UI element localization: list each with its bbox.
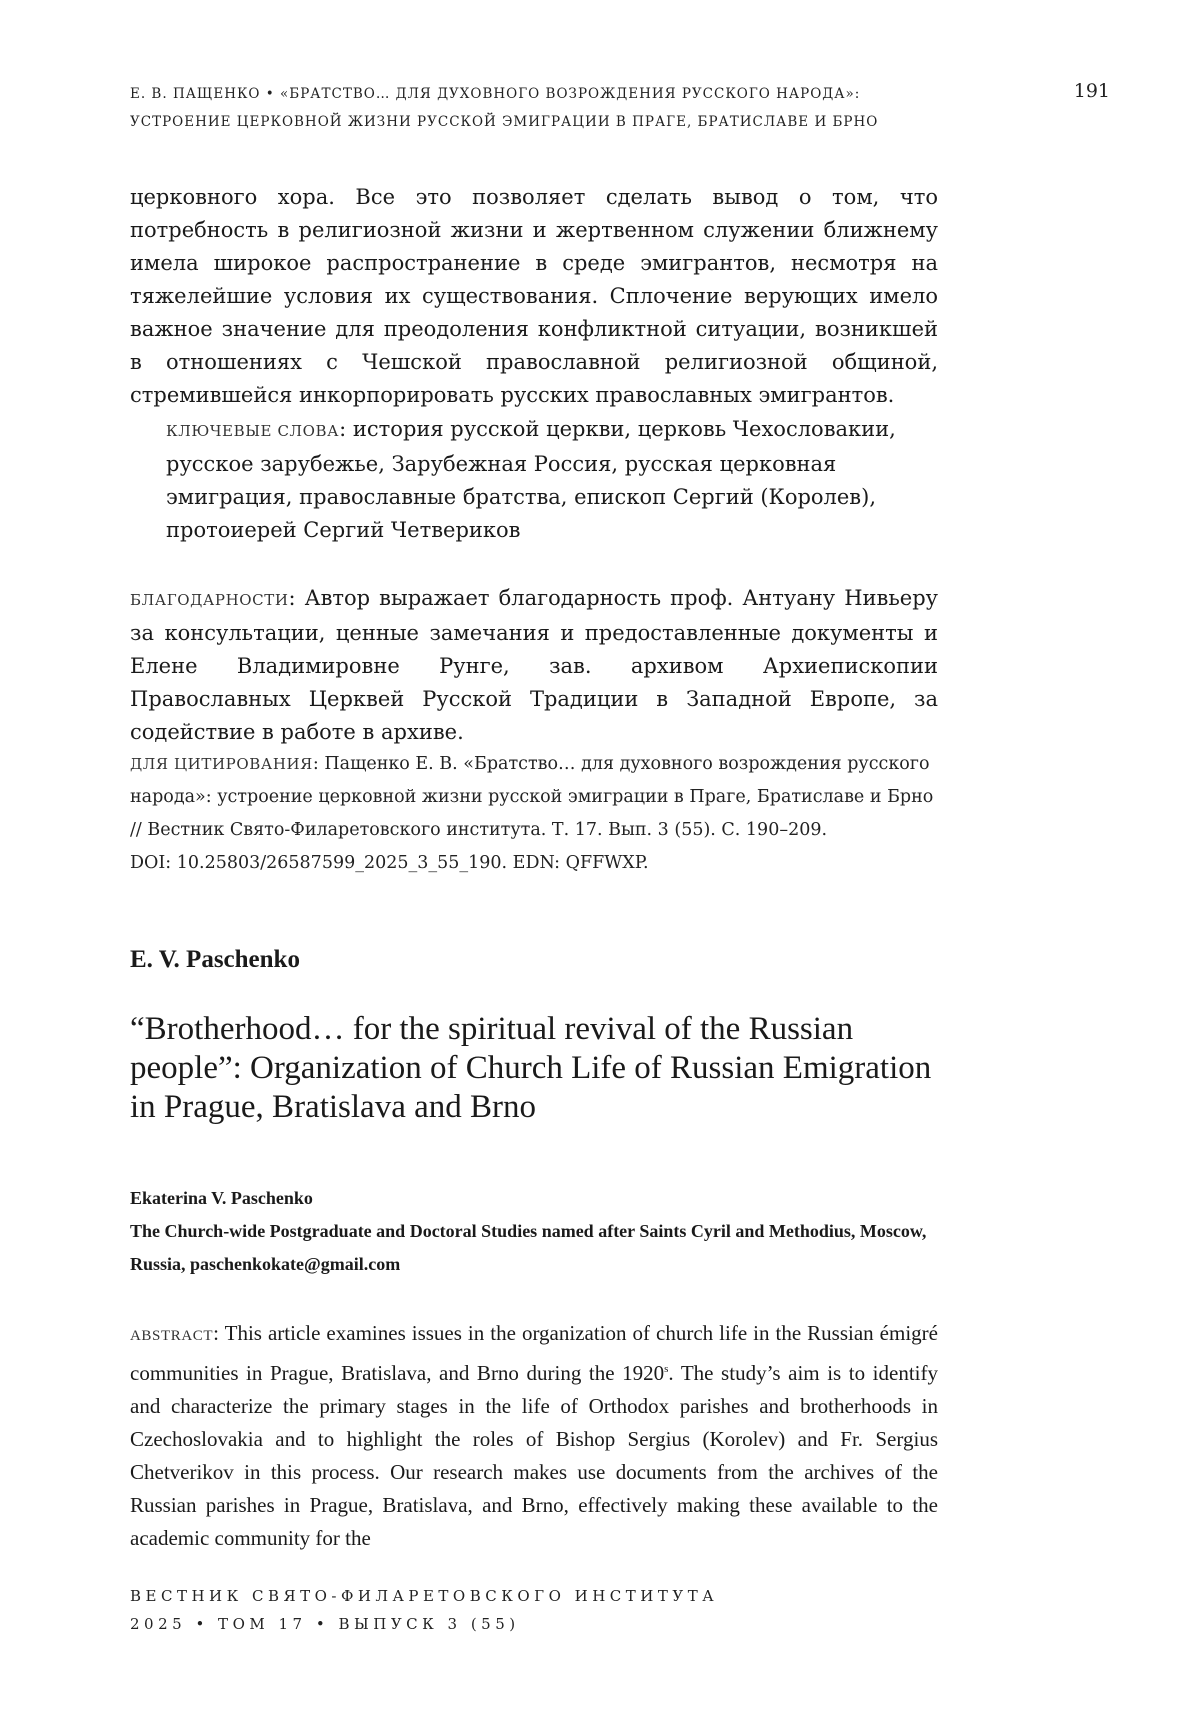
citation-text: Пащенко Е. В. «Братство… для духовного возрождения русского народа»: устроение церковной жизни русской эмиграции в Праге, Братиславе и Брно // Вестник Свято-Филаретовского института. Т. 17. Вып. 3 (55). С. 190–209.: [130, 754, 934, 840]
citation-doi: DOI: 10.25803/26587599_2025_3_55_190. EDN: QFFWXP.: [130, 853, 649, 873]
english-title: “Brotherhood… for the spiritual revival of the Russian people”: Organization of Church Life of Russian Emigration in Prague, Bratislava and Brno: [130, 1011, 932, 1125]
abstract-label: ABSTRACT: [130, 1328, 214, 1344]
english-affiliation: The Church-wide Postgraduate and Doctoral Studies named after Saints Cyril and Methodius, Moscow, Russia, paschenkokate@gmail.com: [130, 1221, 927, 1274]
english-author-short: E. V. Paschenko: [130, 946, 300, 973]
running-header-line-2: УСТРОЕНИЕ ЦЕРКОВНОЙ ЖИЗНИ РУССКОЙ ЭМИГРАЦИИ В ПРАГЕ, БРАТИСЛАВЕ И БРНО: [130, 114, 879, 130]
page-number: 191: [1073, 80, 1110, 102]
citation: ДЛЯ ЦИТИРОВАНИЯ: Пащенко Е. В. «Братство… для духовного возрождения русского народа»: устроение церковной жизни русской эмиграции в Праге, Братиславе и Брно // Вестник Свято-Филаретовского института. Т. 17. Вып. 3 (55). С. 190–209. DOI: 10.25803/26587599_2025_3_55_190. EDN: QFFWXP.: [130, 748, 938, 880]
keywords-label: КЛЮЧЕВЫЕ СЛОВА: [166, 422, 340, 440]
keywords-text: история русской церкви, церковь Чехословакии, русское зарубежье, Зарубежная Россия, русская церковная эмиграция, православные братства, епископ Сергий (Королев), протоиерей Сергий Четвериков: [166, 417, 896, 542]
journal-footer-line-2: 2025 • ТОМ 17 • ВЫПУСК 3 (55): [130, 1615, 520, 1633]
journal-footer-line-1: ВЕСТНИК СВЯТО-ФИЛАРЕТОВСКОГО ИНСТИТУТА: [130, 1587, 719, 1605]
english-author-full: Ekaterina V. Paschenko: [130, 1188, 313, 1208]
acknowledgements-text: Автор выражает благодарность проф. Антуану Нивьеру за консультации, ценные замечания и предоставленные документы и Елене Владимировне Рунге, зав. архивом Архиепископии Православных Церквей Русской Традиции в Западной Европе, за содействие в работе в архиве.: [130, 586, 938, 744]
running-header: [130, 80, 878, 136]
russian-abstract-end: церковного хора. Все это позволяет сделать вывод о том, что потребность в религиозной жизни и жертвенном служении ближнему имела широкое распространение в среде эмигрантов, несмотря на тяжелейшие условия их существования. Сплочение верующих имело важное значение для преодоления конфликтной ситуации, возникшей в отношениях с Чешской православной религиозной общиной, стремившейся инкорпорировать русских православных эмигрантов.: [130, 185, 938, 407]
keywords: КЛЮЧЕВЫЕ СЛОВА: история русской церкви, церковь Чехословакии, русское зарубежье, Зарубежная Россия, русская церковная эмиграция, православные братства, епископ Сергий (Королев), протоиерей Сергий Четвериков: [166, 417, 896, 542]
english-abstract-sup: s: [664, 1363, 669, 1375]
citation-label: ДЛЯ ЦИТИРОВАНИЯ: [130, 755, 313, 773]
author-block: [130, 1182, 938, 1281]
acknowledgements: БЛАГОДАРНОСТИ: Автор выражает благодарность проф. Антуану Нивьеру за консультации, ценные замечания и предоставленные документы и Елене Владимировне Рунге, зав. архивом Архиепископии Православных Церквей Русской Традиции в Западной Европе, за содействие в работе в архиве.: [130, 586, 938, 744]
english-abstract-text-a: This article examines issues in the organization of church life in the Russian émigré communities in Prague, Bratislava, and Brno during the 1920: [130, 1321, 938, 1385]
english-abstract: ABSTRACT: This article examines issues in the organization of church life in the Russian émigré communities in Prague, Bratislava, and Brno during the 1920$^s$. The study’s aim is to identify and characterize the primary stages in the life of Orthodox parishes and brotherhoods in Czechoslovakia and to highlight the roles of Bishop Sergius (Korolev) and Fr. Sergius Chetverikov in this process. Our research makes use documents from the archives of the Russian parishes in Prague, Bratislava, and Brno, effectively making these available to the academic community for the: [130, 1321, 938, 1550]
running-header-line-1: Е. В. ПАЩЕНКО • «БРАТСТВО… ДЛЯ ДУХОВНОГО ВОЗРОЖДЕНИЯ РУССКОГО НАРОДА»:: [130, 86, 861, 102]
journal-footer: [130, 1582, 718, 1638]
english-abstract-text-b: . The study’s aim is to identify and characterize the primary stages in the life of Orthodox parishes and brotherhoods in Czechoslovakia and to highlight the roles of Bishop Sergius (Korolev) and Fr. Sergius Chetverikov in this process. Our research makes use documents from the archives of the Russian parishes in Prague, Bratislava, and Brno, effectively making these available to the academic community for the: [130, 1361, 938, 1550]
acknowledgements-label: БЛАГОДАРНОСТИ: [130, 591, 289, 609]
